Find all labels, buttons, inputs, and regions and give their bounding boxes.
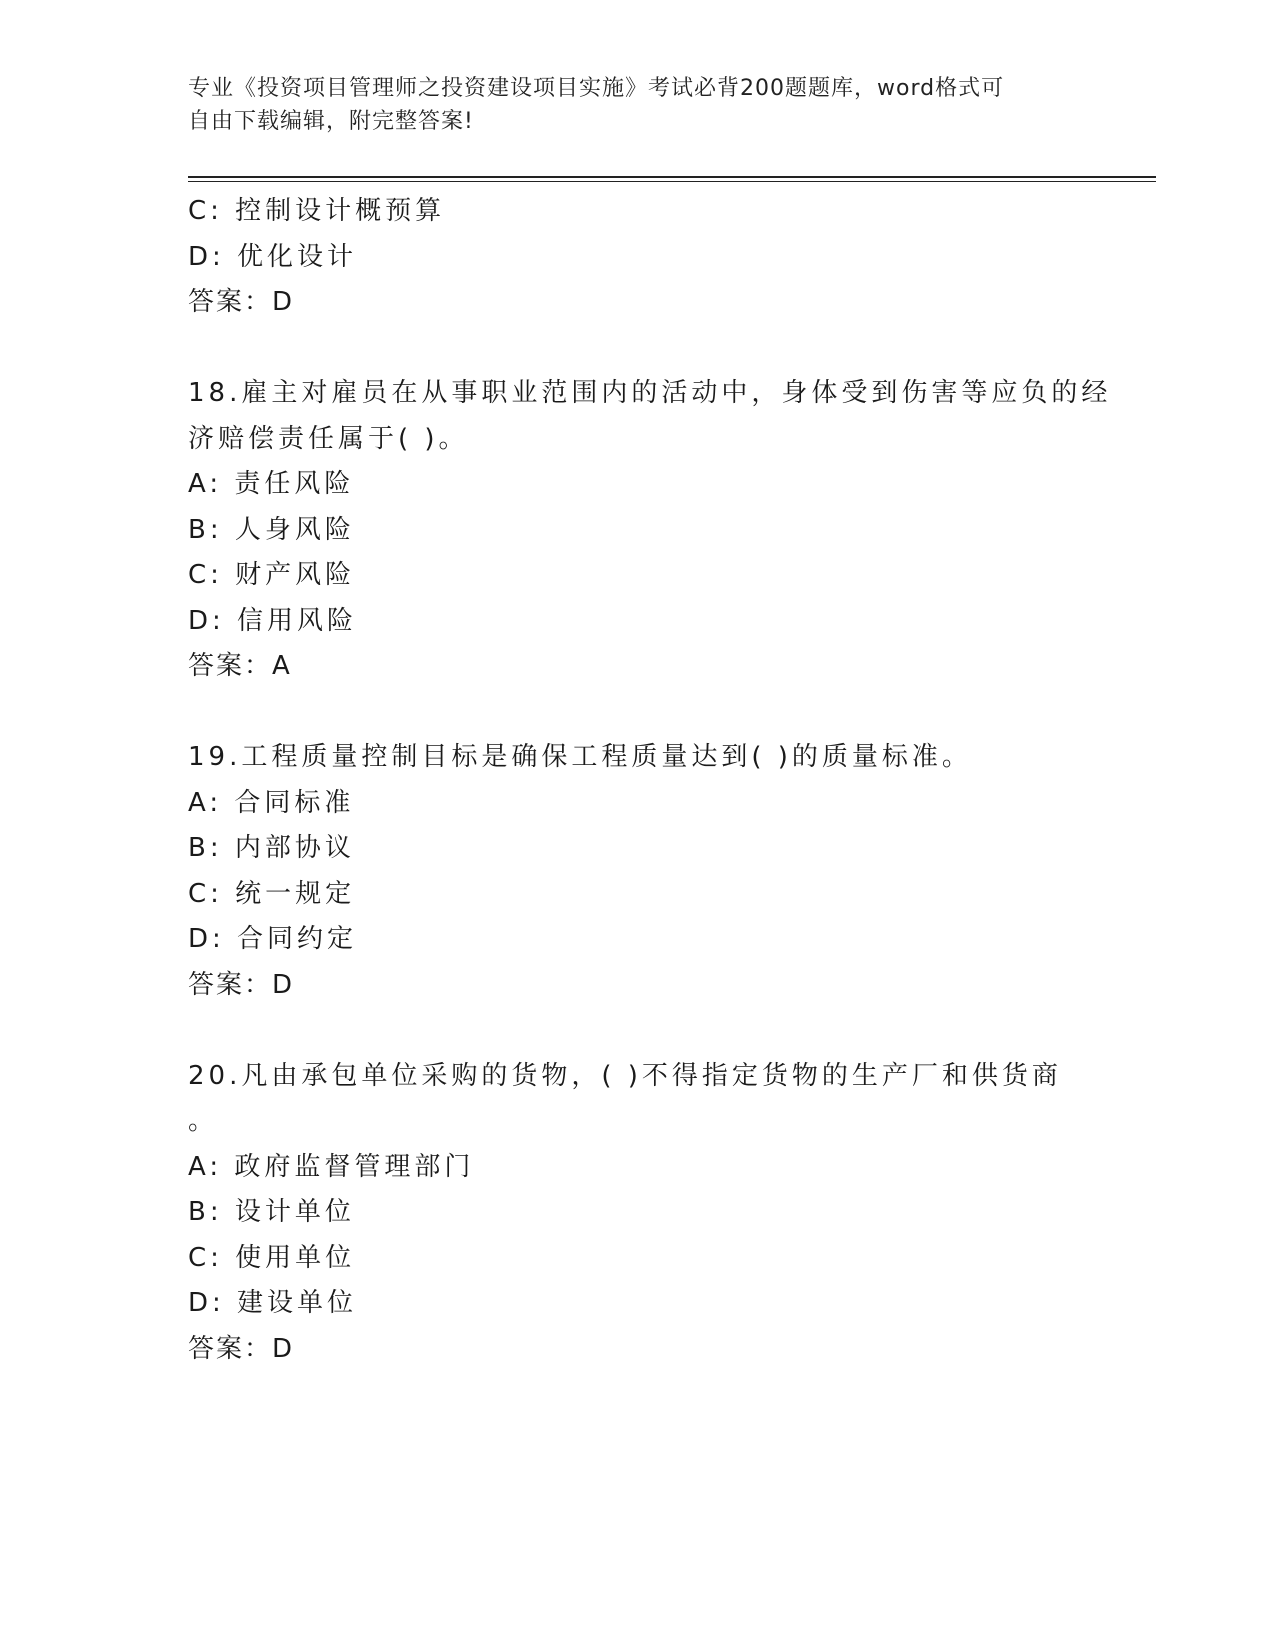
answer-line: 答案：D [188,287,295,317]
option-d: D: 建设单位 [188,1288,358,1318]
question-20 [188,1054,1088,1373]
spacer [188,326,1088,372]
option-a: A: 政府监督管理部门 [188,1151,475,1182]
question-text-line-2: 济赔偿责任属于( )。 [188,423,469,454]
option-c: C: 使用单位 [188,1242,356,1273]
header-title-line-2: 自由下载编辑，附完整答案! [188,109,474,134]
previous-question-tail [188,189,1088,326]
question-text-line-2: 。 [188,1106,219,1136]
spacer [188,1008,1088,1054]
header-divider-thick [188,176,1156,178]
question-text-line-1: 19.工程质量控制目标是确保工程质量达到( )的质量标准。 [188,742,972,772]
header-divider-thin [188,181,1156,182]
answer-line: 答案：A [188,651,292,681]
option-b: B: 人身风险 [188,514,355,545]
option-b: B: 内部协议 [188,833,355,863]
option-c: C: 财产风险 [188,560,356,590]
question-text-line-1: 20.凡由承包单位采购的货物，( )不得指定货物的生产厂和供货商 [188,1060,1062,1091]
option-c: C: 控制设计概预算 [188,196,446,226]
question-text-line-1: 18.雇主对雇员在从事职业范围内的活动中，身体受到伤害等应负的经 [188,378,1112,408]
header-title-line-1: 专业《投资项目管理师之投资建设项目实施》考试必背200题题库，word格式可 [188,76,1005,101]
option-d: D: 合同约定 [188,924,358,954]
question-list [188,189,1112,1372]
option-a: A: 责任风险 [188,469,355,499]
spacer [188,690,1088,736]
option-c: C: 统一规定 [188,878,356,909]
question-18 [188,371,1112,690]
option-b: B: 设计单位 [188,1197,355,1227]
answer-line: 答案：D [188,969,295,1000]
document-header [188,72,1068,138]
option-a: A: 合同标准 [188,787,355,818]
option-d: D: 优化设计 [188,241,358,272]
answer-line: 答案：D [188,1333,295,1364]
option-d: D: 信用风险 [188,605,358,636]
question-19 [188,735,1088,1008]
